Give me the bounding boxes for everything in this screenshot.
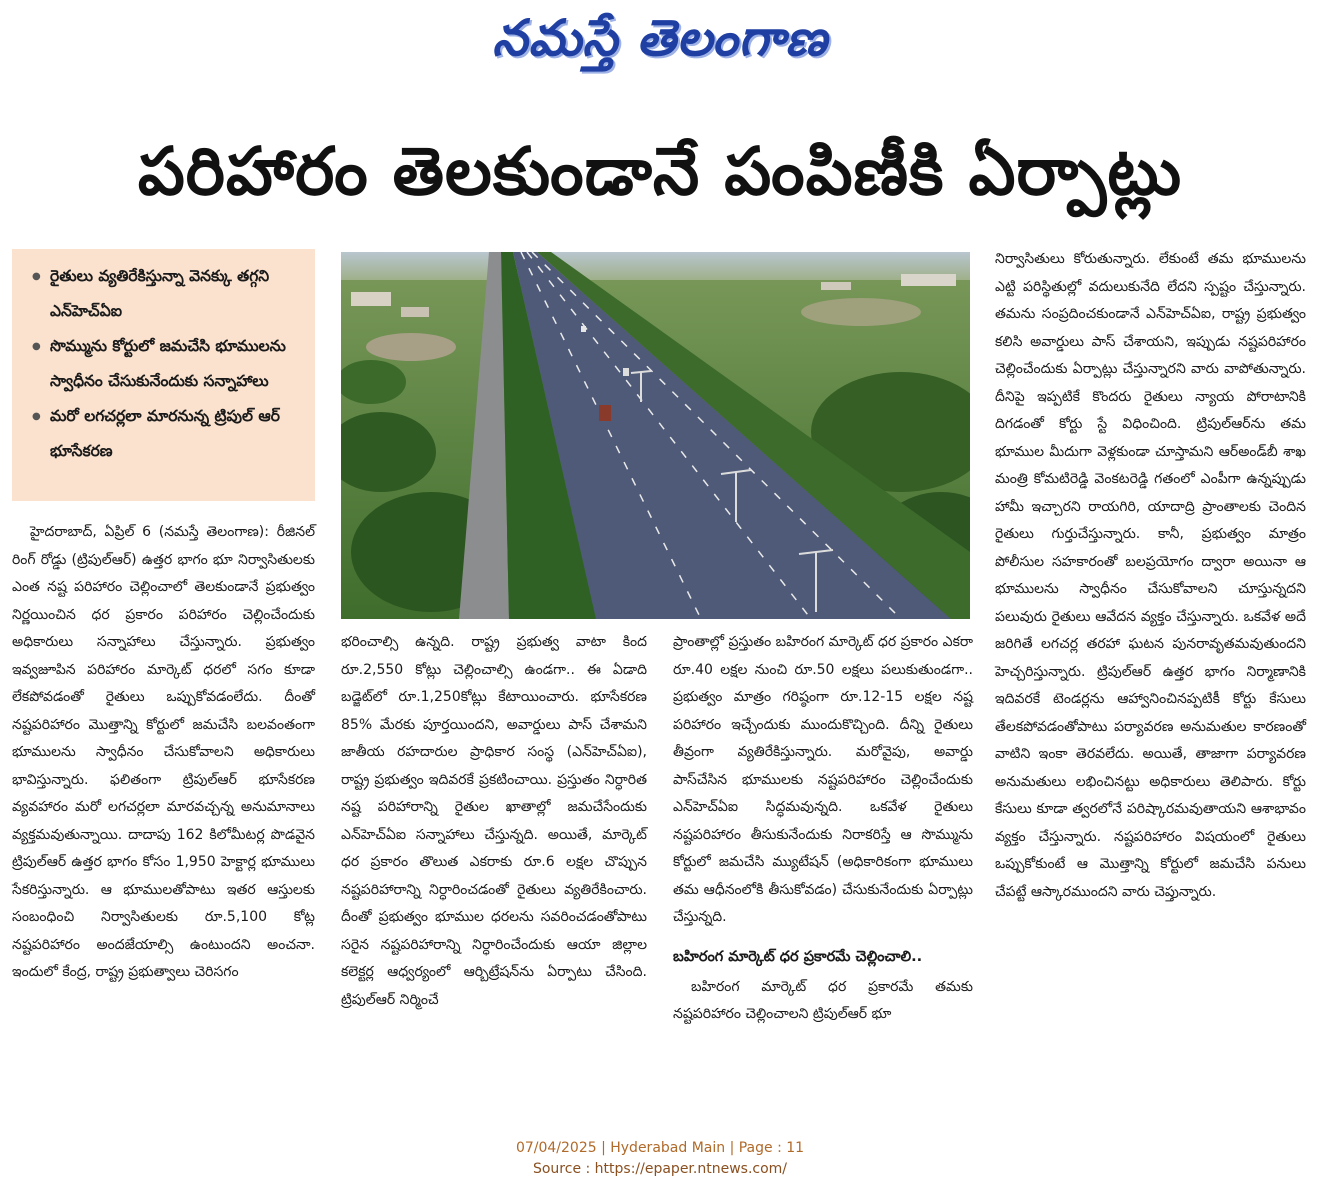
article-paragraph: బహిరంగ మార్కెట్ ధర ప్రకారమే తమకు నష్టపరిహారం చెల్లించాలని ట్రిపుల్‌ఆర్ భూ — [673, 978, 973, 1022]
section-subheading: బహిరంగ మార్కెట్ ధర ప్రకారమే చెల్లించాలి.. — [673, 948, 923, 965]
highway-aerial-photo — [341, 252, 970, 619]
highlight-item: ● రైతులు వ్యతిరేకిస్తున్నా వెనక్కు తగ్గని ఎన్‌హెచ్‌ఏఐ — [34, 259, 305, 329]
highlights-box — [12, 249, 315, 501]
article-paragraph: భరించాల్సి ఉన్నది. రాష్ట్ర ప్రభుత్వ వాటా కింద రూ.2,550 కోట్లు చెల్లించాల్సి ఉండగా.. ఈ ఏడాది బడ్జెట్‌లో రూ.1,250కోట్లు కేటాయించారు. భూసేకరణ 85% మేరకు పూర్తయిందని, అవార్డులు పాస్ చేశామని జాతీయ రహదారుల ప్రాధికార సంస్థ (ఎన్‌హెచ్‌ఏఐ), రాష్ట్ర ప్రభుత్వం ఇదివరకే ప్రకటించాయి. ప్రస్తుతం నిర్ధారిత నష్ట పరిహారాన్ని రైతుల ఖాతాల్లో జమచేసేందుకు ఎన్‌హెచ్‌ఏఐ సన్నాహాలు చేస్తున్నది. అయితే, మార్కెట్ ధర ప్రకారం తొలుత ఎకరాకు రూ.6 లక్షల చొప్పున నష్టపరిహారాన్ని నిర్ధారించడంతో రైతులు వ్యతిరేకించారు. దీంతో ప్రభుత్వం భూముల ధరలను సవరించడంతోపాటు సరైన నష్టపరిహారాన్ని నిర్ధారించేందుకు ఆయా జిల్లాల కలెక్టర్ల ఆధ్వర్యంలో ఆర్బిట్రేషన్‌ను ఏర్పాటు చేసింది. ట్రిపుల్‌ఆర్ నిర్మించే — [341, 634, 647, 1008]
article-paragraph: నిర్వాసితులు కోరుతున్నారు. లేకుంటే తమ భూములను ఎట్టి పరిస్థితుల్లో వదులుకునేది లేదని స్పష్టం చేస్తున్నారు. తమను సంప్రదించకుండానే ఎన్‌హెచ్‌ఏఐ, రాష్ట్ర ప్రభుత్వం కలిసి అవార్డులు పాస్ చేశాయని, ఇప్పుడు నష్టపరిహారం చెల్లించేందుకు ఏర్పాట్లు చేస్తున్నారని వారు వాపోతున్నారు. దీనిపై ఇప్పటికే కొందరు రైతులు న్యాయ పోరాటానికి దిగడంతో కోర్టు స్టే విధించింది. ట్రిపుల్‌ఆర్‌ను తమ భూముల మీదుగా వెళ్లకుండా చూస్తామని ఆర్‌అండ్‌బీ శాఖ మంత్రి కోమటిరెడ్డి వెంకటరెడ్డి గతంలో ఎంపీగా ఉన్నప్పుడు హామీ ఇచ్చారని రాయగిరి, యాదాద్రి ప్రాంతాలకు చెందిన రైతులు గుర్తుచేస్తున్నారు. కానీ, ప్రభుత్వం మాత్రం పోలీసుల సహకారంతో బలప్రయోగం ద్వారా అయినా ఆ భూములను స్వాధీనం చేసుకోవాలని చూస్తున్నదని పలువురు రైతులు ఆవేదన వ్యక్తం చేస్తున్నారు. ఒకవేళ అదే జరిగితే లగచర్ల తరహా ఘటన పునరావృతమవుతుందని హెచ్చరిస్తున్నారు. ట్రిపుల్‌ఆర్ ఉత్తర భాగం నిర్మాణానికి ఇదివరకే టెండర్లను ఆహ్వానించినప్పటికీ కోర్టు కేసులు తేలకపోవడంతోపాటు పర్యావరణ అనుమతుల కారణంతో వాటిని ఇంకా తెరవలేదు. అయితే, తాజాగా పర్యావరణ అనుమతులు లభించినట్టు అధికారులు తెలిపారు. కోర్టు కేసులు కూడా త్వరలోనే పరిష్కారమవుతాయని ఆశాభావం వ్యక్తం చేస్తున్నారు. నష్టపరిహారం విషయంలో రైతులు ఒప్పుకోకుంటే ఆ మొత్తాన్ని కోర్టులో జమచేసి పనులు చేపట్టే ఆస్కారముందని వారు చెప్తున్నారు. — [995, 251, 1306, 900]
footer-edition-info: 07/04/2025 | Hyderabad Main | Page : 11 — [515, 1140, 805, 1156]
article-column-1 — [12, 519, 315, 987]
article-paragraph: హైదరాబాద్, ఏప్రిల్ 6 (నమస్తే తెలంగాణ): రీజినల్ రింగ్ రోడ్డు (ట్రిపుల్‌ఆర్) ఉత్తర భాగం భూ నిర్వాసితులకు ఎంత నష్ట పరిహారం చెల్లించాలో తెలకుండానే ప్రభుత్వం నిర్ణయించిన ధర ప్రకారం పరిహారం చెల్లించేందుకు అధికారులు సన్నాహాలు చేస్తున్నారు. ప్రభుత్వం ఇవ్వజూపిన పరిహారం మార్కెట్ ధరలో సగం కూడా లేకపోవడంతో రైతులు ఒప్పుకోవడంలేదు. దీంతో నష్టపరిహారం మొత్తాన్ని కోర్టులో జమచేసి బలవంతంగా భూములను స్వాధీనం చేసుకోవాలని అధికారులు భావిస్తున్నారు. ఫలితంగా ట్రిపుల్‌ఆర్ భూసేకరణ వ్యవహారం మరో లగచర్లలా మారవచ్చన్న అనుమానాలు వ్యక్తమవుతున్నాయి. దాదాపు 162 కిలోమీటర్ల పొడవైన ట్రిపుల్‌ఆర్ ఉత్తర భాగం కోసం 1,950 హెక్టార్ల భూములు సేకరిస్తున్నారు. ఆ భూములతోపాటు ఇతర ఆస్తులకు సంబంధించి నిర్వాసితులకు రూ.5,100 కోట్ల నష్టపరిహారం అందజేయాల్సి ఉంటుందని అంచనా. ఇందులో కేంద్ర, రాష్ట్ర ప్రభుత్వాలు చెరిసగం — [12, 524, 315, 980]
footer-source-link[interactable]: Source : https://epaper.ntnews.com/ — [532, 1161, 788, 1177]
headline: పరిహారం తెలకుండానే పంపిణీకి ఏర్పాట్లు — [137, 133, 1183, 210]
highlight-item: ● మరో లగచర్లలా మారనున్న ట్రిపుల్ ఆర్ భూసేకరణ — [34, 399, 305, 469]
highlight-item: ● సొమ్మును కోర్టులో జమచేసి భూములను స్వాధీనం చేసుకునేందుకు సన్నాహాలు — [34, 329, 305, 399]
article-column-3 — [673, 629, 973, 1029]
article-paragraph: ప్రాంతాల్లో ప్రస్తుతం బహిరంగ మార్కెట్ ధర ప్రకారం ఎకరా రూ.40 లక్షల నుంచి రూ.50 లక్షలు పలుకుతుండగా.. ప్రభుత్వం మాత్రం గరిష్ఠంగా రూ.12-15 లక్షల నష్ట పరిహారం ఇచ్చేందుకు ముందుకొచ్చింది. దీన్ని రైతులు తీవ్రంగా వ్యతిరేకిస్తున్నారు. మరోవైపు, అవార్డు పాస్‌చేసిన భూములకు నష్టపరిహారం చెల్లించేందుకు ఎన్‌హెచ్‌ఏఐ సిద్ధమవున్నది. ఒకవేళ రైతులు నష్టపరిహారం తీసుకునేందుకు నిరాకరిస్తే ఆ సొమ్మును కోర్టులో జమచేసి మ్యుటేషన్ (అధికారికంగా భూములు తమ ఆధీనంలోకి తీసుకోవడం) చేసుకునేందుకు ఏర్పాట్లు చేస్తున్నది. — [673, 634, 973, 925]
article-column-4 — [995, 246, 1306, 906]
masthead-logo: నమస్తే తెలంగాణ — [492, 8, 828, 67]
article-column-2 — [341, 629, 647, 1014]
